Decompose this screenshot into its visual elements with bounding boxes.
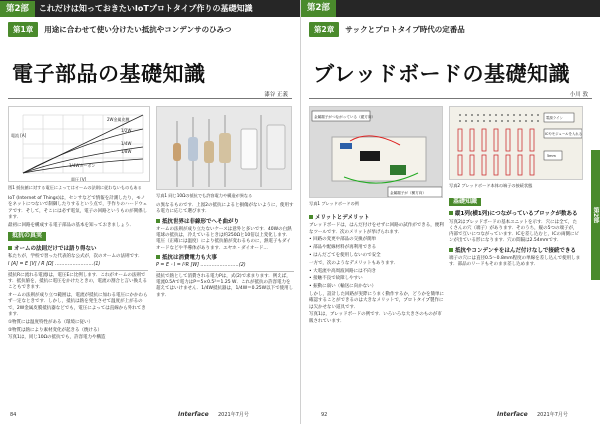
section-heading-nonlinear: 抵抗世界は非線形でへそ曲がり (156, 219, 294, 225)
merit-paragraph-3: 写真1は，ブレッドボードの例です．いろいろな大きさのものが市販されています． (309, 312, 442, 324)
equation-ohm: I [A] = E [V] / R [Ω] ……………………(1) (8, 262, 148, 270)
ohm-paragraph-1: 私たちが，学校で習った代表的な公式が，次のオームの法則です． (8, 254, 143, 260)
power-paragraph: 抵抗で熱として消費される電力Pは，式(2)で求まります．例えば，電流0.5Aで電力はP＝5×0.5²＝1.25 W．これが抵抗の許容電力を超えてはいけません．1/4W抵抗器は，1/4W＝0.25W以下で使用します． (156, 273, 294, 298)
solderless-paragraph: 端子の穴には直径0.5～0.8mm程度の単線を差し込んで使用します．部品のリードもそのまま差し込めます． (449, 256, 581, 268)
figure1-caption: 図1 抵抗値に対する電圧によってはオームの法則に従わないものもある (8, 185, 142, 190)
article-title-right: ブレッドボードの基礎知識 (313, 62, 570, 86)
issue-date-right: 2021年7月号 (537, 412, 568, 418)
chapter-bar-right (309, 22, 592, 37)
photo1-label-horizontal: 金属端子が（横方向） (390, 191, 426, 195)
section-box-basics: 基礎知識 (449, 198, 481, 206)
part-label: 第2部 (0, 1, 35, 17)
curve-label-carbon: 1/4Wカーボン (69, 163, 96, 168)
col2-paragraph-1: の異なるものです．上図2の抵抗によると損傷がないように，使用する電力に応じて選びます． (156, 203, 294, 215)
section-heading-blocks: 縦1列(横1列)につながっているブロックが数ある (449, 211, 581, 217)
title-rule-right (309, 98, 592, 99)
demerit-list-1: • 大電流や高周波回路には不向き (309, 268, 377, 274)
photo2-caption: 写真2 ブレッドボード本体の端子の接続状態 (449, 183, 533, 188)
section-heading-merit: メリットとデメリット (309, 215, 445, 221)
demerit-list-3: • 振動に弱い（輸送に向かない） (309, 284, 377, 290)
chapter-title: 用途に合わせて使い分けたい抵抗やコンデンサのひみつ (44, 25, 232, 34)
issue-date: 2021年7月号 (218, 412, 249, 418)
merit-list-1: • 回路の変更や部品の交換が簡単 (309, 237, 377, 243)
curve-label-quarter: 1/4W (121, 141, 132, 146)
chapter-bar (8, 22, 292, 37)
merit-paragraph-2: しかし，設計した回路が実際にうまく動作するか，どうかを簡単に確認することができるのは大きなメリットで，プロトタイプ製作には欠かせない道具です． (309, 291, 444, 310)
breadboard-example-svg (310, 107, 443, 198)
resistors-svg (157, 107, 292, 190)
photo-resistors (156, 106, 292, 190)
list-item-1: ①物質には温度特性がある（環境に従い） (8, 319, 94, 325)
part-title: これだけは知っておきたいIoTプロトタイプ作りの基礎知識 (38, 4, 253, 13)
equation-power: P = E・I = I²R [W] ……………………(2) (156, 263, 294, 271)
chapter-badge: 第1章 (8, 22, 38, 37)
photo2-label-5mm: 5mm (547, 154, 556, 158)
article-title: 電子部品の基礎知識 (12, 62, 206, 86)
demerit-list-2: • 接触不良で故障しやすい (309, 276, 363, 282)
photo2-label-ic: ICやモジュールを入れる (545, 132, 583, 136)
nonlinear-paragraph: オームの法則が成り立たないケースは意外と多いです．40Wの白熱電球の抵抗は，冷えているときは約250Ωと10倍以上変化します．電圧（正確には温度）により抵抗値が変わるものに，熱電子もダイオードなどや半導体があります．エヤホ・ダイオード… (156, 226, 292, 251)
list-item-2: ②物質は熱により素材変化が起きる（焼ける） (8, 327, 103, 333)
author-name: 漆谷 正義 (264, 92, 288, 98)
chapter-badge-right: 第2章 (309, 22, 339, 37)
iv-graph-svg (9, 107, 150, 182)
section-heading-power: 抵抗は消費電力も大事 (156, 255, 294, 261)
merit-paragraph-1: ブレッドボードは，はんだ付けをせずに回路の試作ができる，便利なツールです．次のメリットが挙げられます． (309, 223, 444, 235)
right-column-2 (449, 196, 581, 270)
demerit-intro: 一方で，次のようなデメリットもあります． (309, 260, 399, 266)
merit-list-3: • はんだごてを使用しないので安全 (309, 252, 381, 258)
right-page (300, 0, 600, 424)
figure-iv-graph (8, 106, 150, 182)
ohm-paragraph-4: 写真1は，同じ10Ωの抵抗でも，許容電力や構造 (8, 335, 106, 341)
magazine-name-right: Interface (497, 411, 528, 418)
section-heading-solderless: 抵抗やコンデンサをはんだ付けなしで接続できる (449, 248, 581, 254)
y-axis-label: 電流 [A] (11, 133, 27, 138)
left-column-1 (8, 196, 148, 343)
page-number: 84 (10, 412, 17, 418)
merit-list-2: • 部品や配線材料が再利用できる (309, 245, 377, 251)
curve-label-2w: 2W金属皮膜 (107, 117, 130, 122)
part-header-bar-right (301, 0, 600, 17)
photo1-label-vertical: 金属端子がつながっている（縦方向） (314, 115, 376, 119)
photo1-caption-right: 写真1 ブレッドボードの例 (309, 201, 359, 206)
author-name-right: 小川 敦 (569, 92, 588, 98)
title-rule (8, 98, 292, 99)
section-heading-ohm: オームの法則だけでは語り得ない (8, 246, 148, 252)
part-header-bar (0, 0, 300, 17)
photo1-caption: 写真1 同じ10Ωの抵抗でも許容電力や構造が異なる (156, 193, 253, 198)
photo-breadboard-grid (449, 106, 583, 180)
intro-paragraph-2: 最初に回路を構成する電子部品の基本を知っておきましょう． (8, 222, 134, 228)
intro-paragraph: IoT (Internet of Things)は，センサなどで情報を計測したり，モノをネットにつないで制御したりするという点で，手作りのハードウェアです．そして，そこには必ず電気，電子の回路というものが関係します． (8, 196, 148, 220)
side-stripe: 第2部 (591, 150, 600, 280)
ohm-paragraph-3: オームの法則が成り立つ範囲は，電流が抵抗に加わる電圧にかかわらず一定なときです．しかし，抵抗は熱を発生させて温度が上がるので，2W金属皮膜抵抗器などでも，電圧によっては直線から外れてきます． (8, 293, 148, 317)
photo-breadboard-example (309, 106, 443, 198)
curve-label-eighth: 1/8W (121, 149, 132, 154)
breadboard-grid-svg (450, 107, 583, 180)
curve-label-half: 1/2W (121, 128, 132, 133)
ohm-paragraph-2: 抵抗Rに流れる電流Iは，電圧Eに比例します．これがオームの法則です．抵抗値を，抵抗に電圧をかけたときの，電流の割合と言い換えることもできます． (8, 272, 147, 291)
left-column-2 (156, 203, 294, 300)
magazine-name: Interface (178, 411, 209, 418)
blocks-paragraph: 写真2はブレッドボードの基本ユニットを示す．穴には全て，たくさんの穴（端子）があります．そのうち，縦の5つの端子が，内部で互いにつながっています．ICを差し込むと，ICの両側にピンが出ている形になります．穴の間隔は2.54mmです． (449, 219, 579, 244)
section-box-resistor: 抵抗の真実 (8, 232, 46, 240)
right-column-1 (309, 212, 445, 326)
x-axis-label: 電圧 [V] (71, 177, 87, 182)
part-label-right: 第2部 (301, 0, 336, 17)
photo2-label-power: 電源ライン (546, 116, 563, 120)
page-number-right: 92 (321, 412, 328, 418)
chapter-title-right: サックとプロトタイプ時代の定番品 (345, 25, 465, 34)
